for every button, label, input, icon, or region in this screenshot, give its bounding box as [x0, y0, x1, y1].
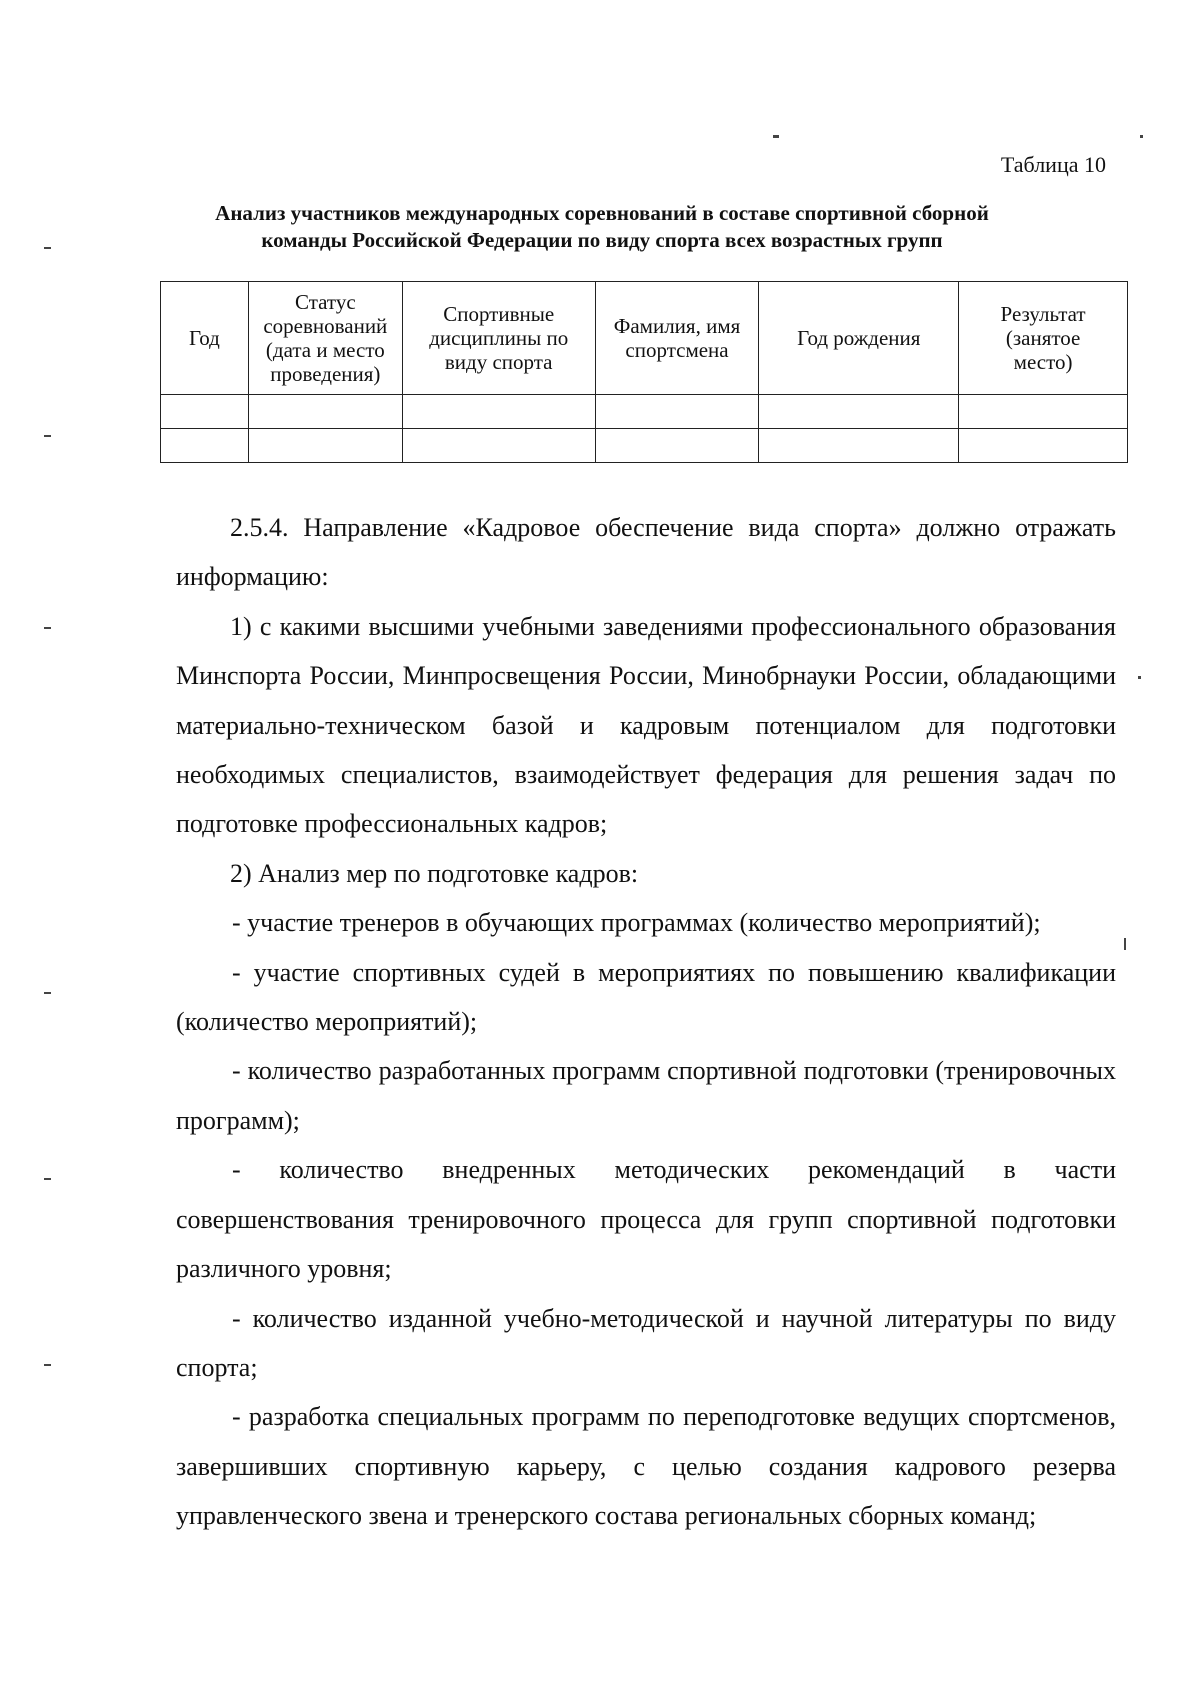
participants-analysis-table [160, 281, 1128, 463]
header-result: Результат (занятое место) [959, 282, 1128, 395]
scan-speck [44, 247, 51, 249]
table-cell [959, 395, 1128, 429]
table-cell [161, 429, 249, 463]
list-item: - участие спортивных судей в мероприятиях по повышению квалификации (количество мероприятий); [176, 957, 1116, 1037]
scan-speck [773, 135, 779, 138]
scan-speck [44, 627, 51, 629]
table-title-line-1: Анализ участников международных соревнований в составе спортивной сборной [215, 201, 989, 225]
table-cell [248, 395, 402, 429]
list-item: - разработка специальных программ по переподготовке ведущих спортсменов, завершивших спортивную карьеру, с целью создания кадрового резерва управленческого звена и тренерского состава региональных сборных команд; [176, 1402, 1116, 1531]
list-item: - участие тренеров в обучающих программах (количество мероприятий); [232, 908, 1041, 938]
header-year: Год [161, 282, 249, 395]
table-cell [595, 429, 759, 463]
header-birth-year: Год рождения [759, 282, 959, 395]
header-sport-disciplines: Спортивные дисциплины по виду спорта [402, 282, 595, 395]
numbered-paragraph-1: 1) с какими высшими учебными заведениями профессионального образования Минспорта России, Минпросвещения России, Минобрнауки России, обладающими материально-техническом базой и кадровым потенциалом для подготовки необходимых специалистов, взаимодействует федерация для решения задач по подготовке профессиональных кадров; [176, 611, 1116, 839]
numbered-paragraph-2: 2) Анализ мер по подготовке кадров: [230, 858, 639, 888]
section-heading-paragraph: 2.5.4. Направление «Кадровое обеспечение вида спорта» должно отражать информацию: [176, 513, 1116, 592]
scan-speck [1140, 135, 1143, 138]
header-athlete-name: Фамилия, имя спортсмена [595, 282, 759, 395]
list-item: - количество разработанных программ спортивной подготовки (тренировочных программ); [176, 1056, 1116, 1135]
list-item: - количество изданной учебно-методической и научной литературы по виду спорта; [176, 1303, 1116, 1382]
table-row [161, 395, 1128, 429]
body-text [176, 503, 1116, 1541]
table-cell [402, 429, 595, 463]
table-cell [759, 395, 959, 429]
table-title-line-2: команды Российской Федерации по виду спорта всех возрастных групп [261, 228, 943, 252]
table-row [161, 429, 1128, 463]
table-title [120, 200, 1084, 254]
scan-speck [44, 1178, 51, 1180]
table-cell [161, 395, 249, 429]
scan-speck [44, 1364, 51, 1366]
table-cell [759, 429, 959, 463]
table-cell [402, 395, 595, 429]
scan-speck [1124, 938, 1126, 950]
scan-speck [44, 435, 51, 437]
table-header-row [161, 282, 1128, 395]
header-competition-status: Статус соревнований (дата и место проведения) [248, 282, 402, 395]
list-item: - количество внедренных методических рекомендаций в части совершенствования тренировочного процесса для групп спортивной подготовки различного уровня; [176, 1155, 1116, 1284]
table-number-label: Таблица 10 [1000, 152, 1106, 177]
table-cell [595, 395, 759, 429]
table-cell [959, 429, 1128, 463]
scan-speck [44, 992, 51, 994]
table-cell [248, 429, 402, 463]
scan-speck [1138, 676, 1141, 679]
